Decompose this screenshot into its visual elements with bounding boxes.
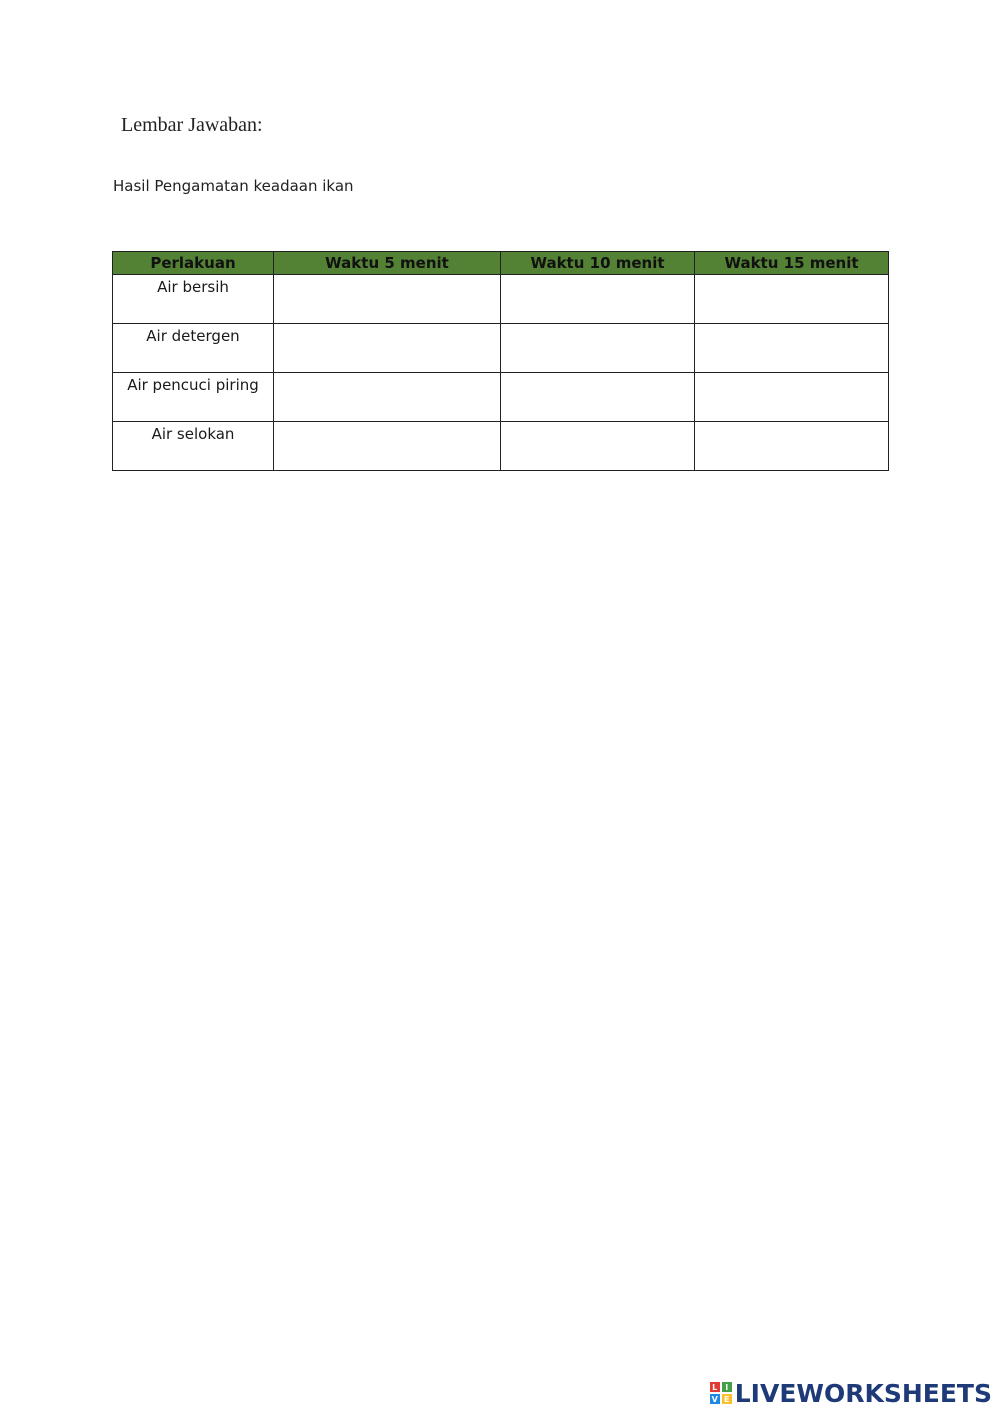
row-label: Air selokan	[113, 422, 274, 471]
row-label: Air pencuci piring	[113, 373, 274, 422]
worksheet-subtitle: Hasil Pengamatan keadaan ikan	[113, 177, 354, 195]
logo-letter: L	[710, 1382, 720, 1392]
answer-cell[interactable]	[274, 422, 501, 471]
logo-letter: I	[722, 1382, 732, 1392]
answer-cell[interactable]	[501, 373, 695, 422]
answer-cell[interactable]	[695, 324, 889, 373]
table-header-row	[113, 252, 889, 275]
logo-letter: V	[711, 1394, 718, 1404]
answer-cell[interactable]	[695, 422, 889, 471]
answer-cell[interactable]	[501, 324, 695, 373]
brand-wordmark: LIVEWORKSHEETS	[734, 1378, 992, 1408]
header-waktu-15: Waktu 15 menit	[695, 252, 889, 275]
liveworksheets-logo	[710, 1379, 992, 1407]
answer-cell[interactable]	[695, 275, 889, 324]
table-row	[113, 373, 889, 422]
row-label: Air detergen	[113, 324, 274, 373]
logo-mark-icon	[710, 1382, 732, 1404]
header-waktu-10: Waktu 10 menit	[501, 252, 695, 275]
header-perlakuan: Perlakuan	[113, 252, 274, 275]
table-row	[113, 422, 889, 471]
table-row	[113, 324, 889, 373]
table-row	[113, 275, 889, 324]
answer-cell[interactable]	[501, 422, 695, 471]
observation-table	[112, 251, 889, 471]
answer-cell[interactable]	[695, 373, 889, 422]
answer-cell[interactable]	[274, 275, 501, 324]
answer-cell[interactable]	[501, 275, 695, 324]
logo-letter: E	[722, 1394, 732, 1404]
answer-cell[interactable]	[274, 373, 501, 422]
header-waktu-5: Waktu 5 menit	[274, 252, 501, 275]
row-label: Air bersih	[113, 275, 274, 324]
worksheet-title: Lembar Jawaban:	[121, 114, 263, 136]
answer-cell[interactable]	[274, 324, 501, 373]
